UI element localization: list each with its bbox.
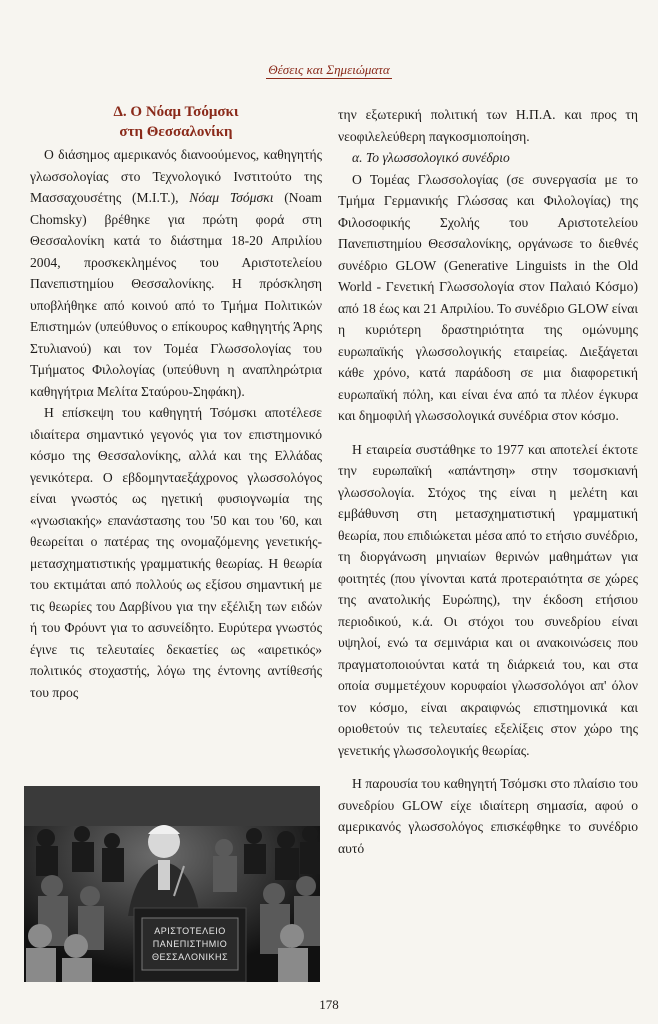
section-title-line2: στη Θεσσαλονίκη [119, 124, 233, 140]
section-heading [30, 102, 322, 142]
podium-text-line1: ΑΡΙΣΤΟΤΕΛΕΙΟ [154, 926, 226, 936]
left-column [30, 100, 322, 703]
paragraph: Η εταιρεία συστάθηκε το 1977 και αποτελεί έκτοτε την ευρωπαϊκή «απάντηση» στην τσομσκιανή γλωσσολογία. Στόχος της είναι η μελέτη και εμβάθυνση στη μετασχηματιστική γραμματική θεωρία, που επιδιώκεται μέσα από το ετήσιο συνέδριο, τη διοργάνωση μηνιαίων θερινών μαθημάτων για φοιτητές (που γίνονται κατά προτεραιότητα σε χώρες της ανατολικής Ευρώπης), την έκδοση ετήσιου περιοδικού, κ.ά. Οι στόχοι του συνεδρίου είναι υψηλοί, ενώ τα σεμινάρια και οι ανακοινώσεις που πραγματοποιούνται κατά τη διάρκειά του, και στα οποία συμμετέχουν κορυφαίοι γλωσσολόγοι απ' όλον τον κόσμο, είναι ακραιφνώς επιστημονικά και οριοθετούν τις τελευταίες εξελίξεις στον χώρο της γενετικής γλωσσολογικής θεωρίας. [338, 441, 638, 758]
paragraph: Ο Τομέας Γλωσσολογίας (σε συνεργασία με το Τμήμα Γερμανικής Γλώσσας και Φιλολογίας) της Φιλοσοφικής Σχολής του Αριστοτελείου Πανεπιστημίου Θεσσαλονίκης, οργάνωσε το διεθνές συνέδριο GLOW (Generative Linguists in the Old World - Γενετική Γλωσσολογία στον Παλαιό Κόσμο) από 18 έως και 21 Απριλίου. Το συνέδριο GLOW είναι η κυριότερη δραστηριότητα της ομώνυμης ευρωπαϊκής γλωσσολογικής εταιρείας. Διεξάγεται κάθε χρόνο, κατά παράδοση σε μια διαφορετική ευρωπαϊκή πόλη, και είναι ένα από τα πλέον έγκυρα και δημοφιλή γλωσσολογικά συνέδρια στον κόσμο. [338, 171, 638, 423]
paragraph-continued: την εξωτερική πολιτική των Η.Π.Α. και προς τη νεοφιλελεύθερη παγκοσμιοποίηση. [338, 107, 638, 144]
paragraph-text: Ο διάσημος αμερικανός διανοούμενος, καθηγητής γλωσσολογίας στο Τεχνολογικό Ινστιτούτο της Μασσαχουσέτης (Μ.Ι.Τ.), [30, 147, 322, 205]
paragraph: Η επίσκεψη του καθηγητή Τσόμσκι αποτέλεσε ιδιαίτερα σημαντικό γεγονός για τον επιστημονικό κόσμο της Θεσσαλονίκης, αλλά και της Ελλάδας γενικότερα. Ο εβδομηνταεξάχρονος γλωσσολόγος είναι γνωστός ως ηγετική φυσιογνωμία της «γνωσιακής» επανάστασης του '50 και του '60, και θεωρείται ο πατέρας της ονομαζόμενης γενετικής-μετασχηματιστικής γραμματικής θεωρίας. Η θεωρία του εκτιμάται από πολλούς ως εξίσου σημαντική με τις θεωρίες του Δαρβίνου για την εξέλιξη των ειδών ή του Φρόυντ για το ασυνείδητο. Ευρύτερα γνωστός έγινε τις τελευταίες δεκαετίες ως «αιρετικός» πολιτικός στοχαστής, λόγω της έντονης αντίθεσής του προς [30, 405, 322, 700]
section-title-line1: Δ. Ο Νόαμ Τσόμσκι [113, 104, 239, 120]
running-head [0, 62, 658, 78]
paragraph-text: (Noam Chomsky) βρέθηκε για πρώτη φορά στη Θεσσαλονίκη κατά το διάστημα 18-20 Απριλίου 2004, προσκεκλημένος του Αριστοτελείου Πανεπιστημίου Θεσσαλονίκης. Η πρόσκληση υποβλήθηκε από κοινού από το Τμήμα Πολιτικών Επιστημών (υπεύθυνος ο επίκουρος καθηγητής Άρης Στυλιανού) και τον Τομέα Γλωσσολογίας του Τμήματος Φιλολογίας (υπεύθυνη η αναπληρώτρια καθηγήτρια Μελίτα Σταύρου-Σηφάκη). [30, 190, 322, 399]
page-number: 178 [319, 997, 339, 1012]
chomsky-lecture-photo [24, 786, 320, 982]
paragraph: Η παρουσία του καθηγητή Τσόμσκι στο πλαίσιο του συνεδρίου GLOW είχε ιδιαίτερη σημασία, αφού ο αμερικανός γλωσσολόγος επισκέφθηκε το συνέδριο αυτό [338, 776, 638, 856]
right-column [338, 104, 638, 859]
photo-illustration [24, 786, 320, 982]
person-name: Νόαμ Τσόμσκι [189, 190, 274, 205]
running-head-text: Θέσεις και Σημειώματα [268, 62, 390, 77]
podium-text-line2: ΠΑΝΕΠΙΣΤΗΜΙΟ [152, 939, 228, 949]
paragraph [30, 144, 322, 402]
subsection-heading: α. Το γλωσσολογικό συνέδριο [352, 150, 510, 165]
podium-text-line3: ΘΕΣΣΑΛΟΝΙΚΗΣ [151, 952, 229, 962]
